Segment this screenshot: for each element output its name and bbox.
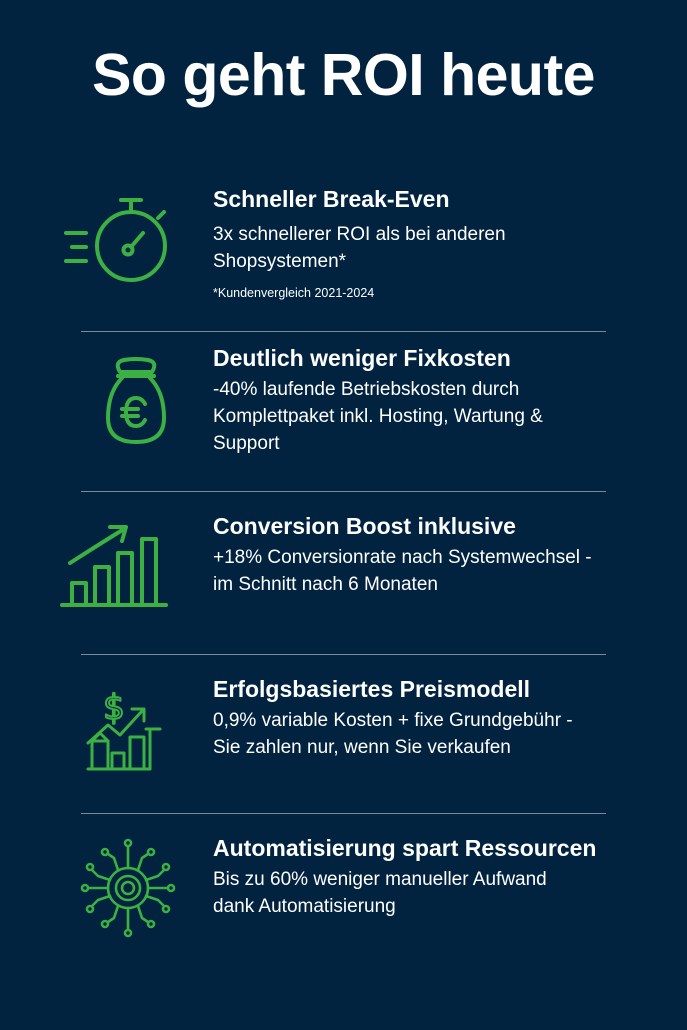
divider (81, 813, 606, 814)
divider (81, 654, 606, 655)
feature-description: 3x schnellerer ROI als bei anderen Shopsystemen* (213, 224, 506, 272)
money-bag-euro-icon (58, 352, 174, 452)
feature-description: 0,9% variable Kosten + fixe Grundgebühr - Sie zahlen nur, wenn Sie verkaufen (213, 710, 573, 758)
dollar-house-growth-icon (58, 681, 174, 781)
growth-chart-icon (58, 515, 174, 615)
feature-title: Deutlich weniger Fixkosten (213, 345, 511, 371)
feature-title: Automatisierung spart Ressourcen (213, 835, 597, 861)
feature-text (213, 512, 633, 598)
feature-footnote: *Kundenvergleich 2021-2024 (213, 286, 375, 300)
feature-text (213, 344, 633, 457)
stopwatch-icon (58, 190, 174, 290)
feature-description: +18% Conversionrate nach Systemwechsel - im Schnitt nach 6 Monaten (213, 547, 592, 595)
feature-description: -40% laufende Betriebskosten durch Komplettpaket inkl. Hosting, Wartung & Support (213, 379, 543, 454)
feature-title: Schneller Break-Even (213, 186, 450, 212)
divider (81, 331, 606, 332)
svg-text:$: $ (103, 688, 125, 728)
gear-circuit-icon (58, 836, 174, 936)
feature-description: Bis zu 60% weniger manueller Aufwand dank Automatisierung (213, 869, 547, 917)
feature-text (213, 675, 633, 761)
feature-title: Conversion Boost inklusive (213, 513, 516, 539)
feature-text (213, 185, 633, 301)
feature-text (213, 834, 663, 920)
page-title: So geht ROI heute (92, 42, 595, 108)
divider (81, 491, 606, 492)
feature-title: Erfolgsbasiertes Preismodell (213, 676, 531, 702)
